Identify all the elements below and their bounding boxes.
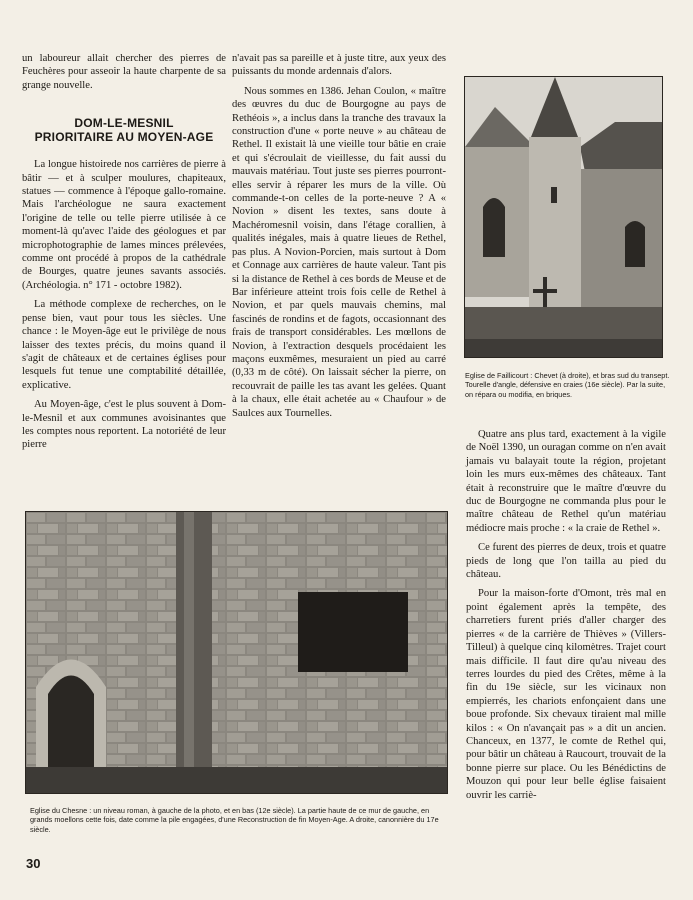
- church-photo-caption: Eglise de Faillicourt : Chevet (à droite), et bras sud du transept. Tourelle d'angle, défensive en craies (16e siècle). Par la suite, on répara ou modifia, en briques.: [465, 371, 670, 399]
- church-photo: [464, 76, 663, 358]
- paragraph: La longue histoirede nos carrières de pierre à bâtir — et à sculper moulures, chapiteaux, statues — commence à l'époque gallo-romaine. Mais l'archéologue ne saura exactement l'origine de telle ou telle pierre utilisée à ce moment-là qu'avec l'aide des géologues et par microphotographie de lames minces prélevées, comme ont procédé à propos de la cathédrale de Bourges, quatre jeunes savants associés. (Archéologia. n° 171 - octobre 1982).: [22, 159, 226, 291]
- section-heading-line-2: PRIORITAIRE AU MOYEN-AGE: [34, 130, 214, 145]
- paragraph: La méthode complexe de recherches, on le pense bien, vaut pour tous les siècles. Une chance : le Moyen-âge eut le privilège de nous laisser des textes précis, du moins quand il s'agit de châteaux et de certaines églises pour lesquels fut tenue une comptabilité détaillée, explicative.: [22, 299, 226, 391]
- church-wall-photo: [25, 511, 448, 794]
- paragraph: Pour la maison-forte d'Omont, très mal en point également après la tempête, des charretiers furent priés d'aller charger des pierres « de la carrière de Thièves » (Villers-Tilleul) à quelque cinq kilomètres. Trajet court mais difficile. Il faut dire qu'au niveau des terres lourdes du pied des Crêtes, même à la fin du 19e siècle, sur les vicinaux non empierrés, les chariots enfonçaient dans une boue profonde. Six chevaux tiraient mal mille kilos : « On n'avançait pas » a dit un ancien. Chanceux, en 1377, le comte de Rethel qui, pour bâtir un château à Raucourt, trouvait de la bonne pierre sur place. Ou les Bénédictins de Mouzon qui pour leur belle église faisaient ouvrir les carriè-: [466, 588, 666, 801]
- section-heading: [22, 116, 226, 144]
- paragraph: Nous sommes en 1386. Jehan Coulon, « maître des œuvres du duc de Bourgogne au pays de Rethéois », a inclus dans la tranche des travaux la construction d'une « porte neuve » au château de Rethel. Il existait là une vieille tour bâtie en craie et qui s'écroulait de vieillesse, du fait aussi du mauvais matériau. Tout juste ses pierres pourront-elles servir à réparer les murs de la ville. Où commande-t-on celles de la porte-neuve ? A « Novion » disent les textes, sans doute à Machéromesnil voisin, dans l'étage corallien, à qualités inégales, mais à quatre lieues de Rethel, pas plus. A Novion-Porcien, mais surtout à Dom et Connage aux carrières de haute valeur. Tant pis si la distance de Rethel à ces bords de Meuse et de Bar inférieure atteint trois fois celle de Rethel à Novion, et par quels mauvais chemins, mal fascinés de rondins et de fagots, occasionnant des frais de transport considérables. Les mœllons de Novion, à l'extraction desquels procédaient les maçons euxmêmes, mesuraient un pied au carré (0,33 m de côté). On laissait sécher la pierre, on recouvrait de paille les tas avant les gelées. Quant à la chaux, elle était achetée au « Chaufour » de Saulces aux Tournelles.: [232, 85, 446, 419]
- article-column-right: [466, 428, 666, 808]
- paragraph: Ce furent des pierres de deux, trois et quatre pieds de long que l'on tailla au pied du château.: [466, 542, 666, 581]
- church-wall-photo-caption: Eglise du Chesne : un niveau roman, à gauche de la photo, et en bas (12e siècle). La partie haute de ce mur de gauche, en grands moellons cette fois, date comme la pile engagées, d'une Reconstruction de fin Moyen-Age. A droite, canonnière du 17e siècle.: [30, 806, 439, 834]
- column-intro-text: un laboureur allait chercher des pierres de Feuchères pour asseoir la haute charpente de sa grange nouvelle.: [22, 53, 226, 91]
- paragraph: Au Moyen-âge, c'est le plus souvent à Dom-le-Mesnil et aux communes avoisinantes que les comptes nous reportent. La notoriété de leur pierre: [22, 399, 226, 451]
- article-column-left: [22, 52, 226, 458]
- stone-wall-illustration: [26, 512, 447, 793]
- article-column-middle: [232, 52, 446, 426]
- column-intro-text: n'avait pas sa pareille et à juste titre, aux yeux des puissants du monde ardennais d'alors.: [232, 53, 446, 78]
- page-number: 30: [26, 856, 41, 871]
- church-illustration: [465, 77, 662, 357]
- paragraph: Quatre ans plus tard, exactement à la vigile de Noël 1390, un ouragan comme on n'en avait jamais vu balayait toute la région, projetant loin les murs eux-mêmes des châteaux. Tant était à reconstruire que le maître d'œuvre du duc de Bourgogne ne commanda plus pour le maître château de Rethel qu'un matériau médiocre mais proche : « la craie de Rethel ».: [466, 429, 666, 534]
- section-heading-line-1: DOM-LE-MESNIL: [74, 116, 174, 131]
